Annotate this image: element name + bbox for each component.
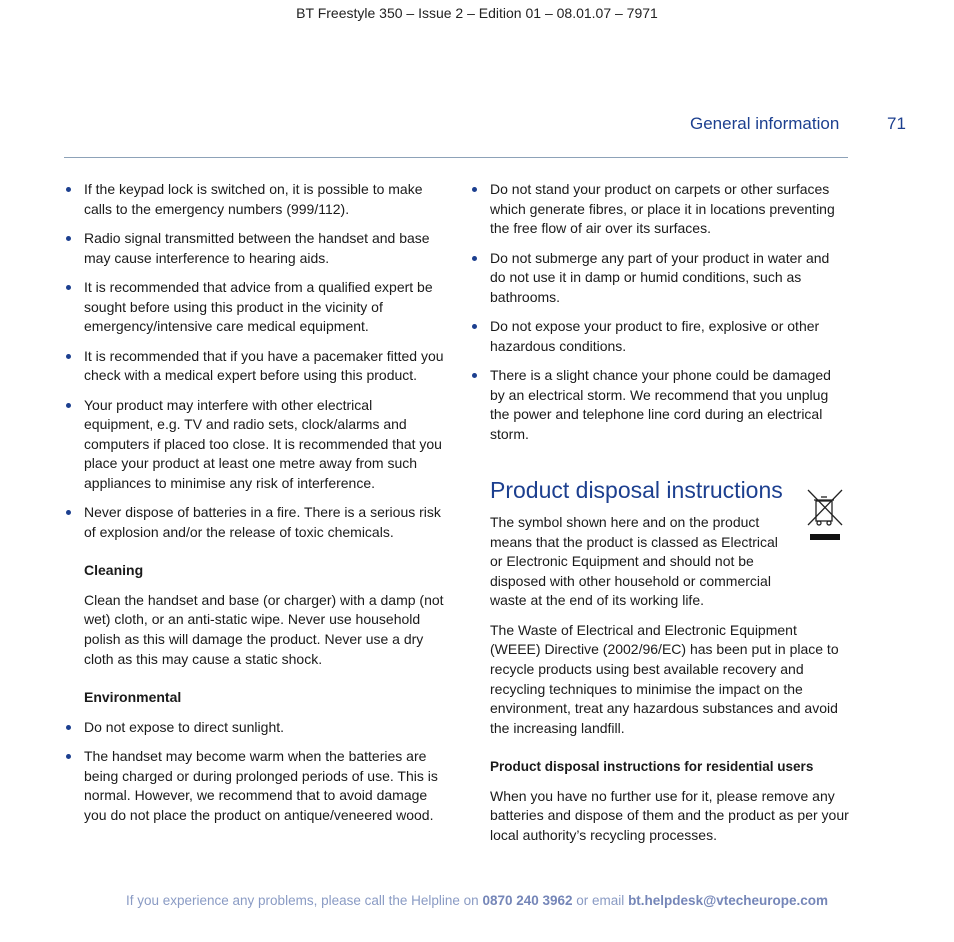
residential-text: When you have no further use for it, please remove any batteries and dispose of them and the product as per your local authority’s recycling processes. [490, 787, 849, 843]
bullet-icon [472, 373, 477, 378]
list-item: Do not expose your product to fire, explosive or other hazardous conditions. [470, 317, 848, 356]
list-item: Your product may interfere with other electrical equipment, e.g. TV and radio sets, clock/alarms and computers if placed too close. It is recommended that you place your product at least one metre away from such appliances to minimise any risk of interference. [64, 396, 444, 494]
section-title: General information [690, 114, 840, 133]
bullet-icon [472, 187, 477, 192]
environmental-bullet-list [64, 718, 444, 826]
disposal-paragraph-2: The Waste of Electrical and Electronic Equipment (WEEE) Directive (2002/96/EC) has been put in place to recycle products using best available recovery and recycling techniques to minimise the impact on the environment, treat any hazardous substances and avoid the increasing landfill. [490, 621, 839, 736]
bullet-icon [66, 510, 71, 515]
list-item: There is a slight chance your phone could be damaged by an electrical storm. We recommend that you unplug the power and telephone line cord during an electrical storm. [470, 366, 848, 444]
bullet-icon [472, 256, 477, 261]
cleaning-text: Clean the handset and base (or charger) with a damp (not wet) cloth, or an anti-static wipe. Never use household polish as this will damage the product. Never use a dry cloth as this may cause a static shock. [84, 591, 444, 667]
bullet-icon [472, 324, 477, 329]
list-item: Do not submerge any part of your product in water and do not use it in damp or humid conditions, such as bathrooms. [470, 249, 848, 308]
helpdesk-email-link[interactable]: bt.helpdesk@vtecheurope.com [628, 893, 829, 908]
list-item: Radio signal transmitted between the handset and base may cause interference to hearing aids. [64, 229, 444, 268]
bullet-icon [66, 236, 71, 241]
disposal-text-block [490, 513, 850, 855]
environmental-heading: Environmental [84, 689, 182, 706]
bullet-icon [66, 754, 71, 759]
placement-bullet-list [470, 180, 848, 445]
document-info: BT Freestyle 350 – Issue 2 – Edition 01 – 08.01.07 – 7971 [296, 5, 658, 21]
left-column [64, 180, 444, 835]
bullet-icon [66, 285, 71, 290]
bullet-icon [66, 403, 71, 408]
list-item: Never dispose of batteries in a fire. There is a serious risk of explosion and/or the release of toxic chemicals. [64, 503, 444, 542]
residential-heading: Product disposal instructions for residential users [490, 759, 814, 775]
page-number: 71 [887, 114, 906, 133]
list-item: It is recommended that advice from a qualified expert be sought before using this product in the vicinity of emergency/intensive care medical equipment. [64, 278, 444, 337]
helpline-phone: 0870 240 3962 [482, 893, 573, 908]
bullet-icon [66, 354, 71, 359]
list-item: It is recommended that if you have a pacemaker fitted you check with a medical expert before using this product. [64, 347, 444, 386]
cleaning-heading: Cleaning [84, 562, 144, 579]
list-item: If the keypad lock is switched on, it is possible to make calls to the emergency numbers (999/112). [64, 180, 444, 219]
bullet-icon [66, 725, 71, 730]
disposal-heading: Product disposal instructions [490, 477, 783, 503]
bullet-icon [66, 187, 71, 192]
helpline-footer: If you experience any problems, please call the Helpline on 0870 240 3962 or email bt.helpdesk@vtecheurope.com [125, 893, 829, 908]
safety-bullet-list [64, 180, 444, 542]
disposal-paragraph-1: The symbol shown here and on the product means that the product is classed as Electrical or Electronic Equipment and should not be disposed with other household or commercial waste at the end of its working life. [490, 514, 778, 609]
header-divider [64, 157, 848, 158]
list-item: Do not stand your product on carpets or other surfaces which generate fibres, or place it in locations preventing the free flow of air over its surfaces. [470, 180, 848, 239]
right-column [470, 180, 848, 454]
list-item: Do not expose to direct sunlight. [64, 718, 444, 738]
list-item: The handset may become warm when the batteries are being charged or during prolonged periods of use. This is normal. However, we recommend that to avoid damage you do not place the product on antique/veneered wood. [64, 747, 444, 825]
